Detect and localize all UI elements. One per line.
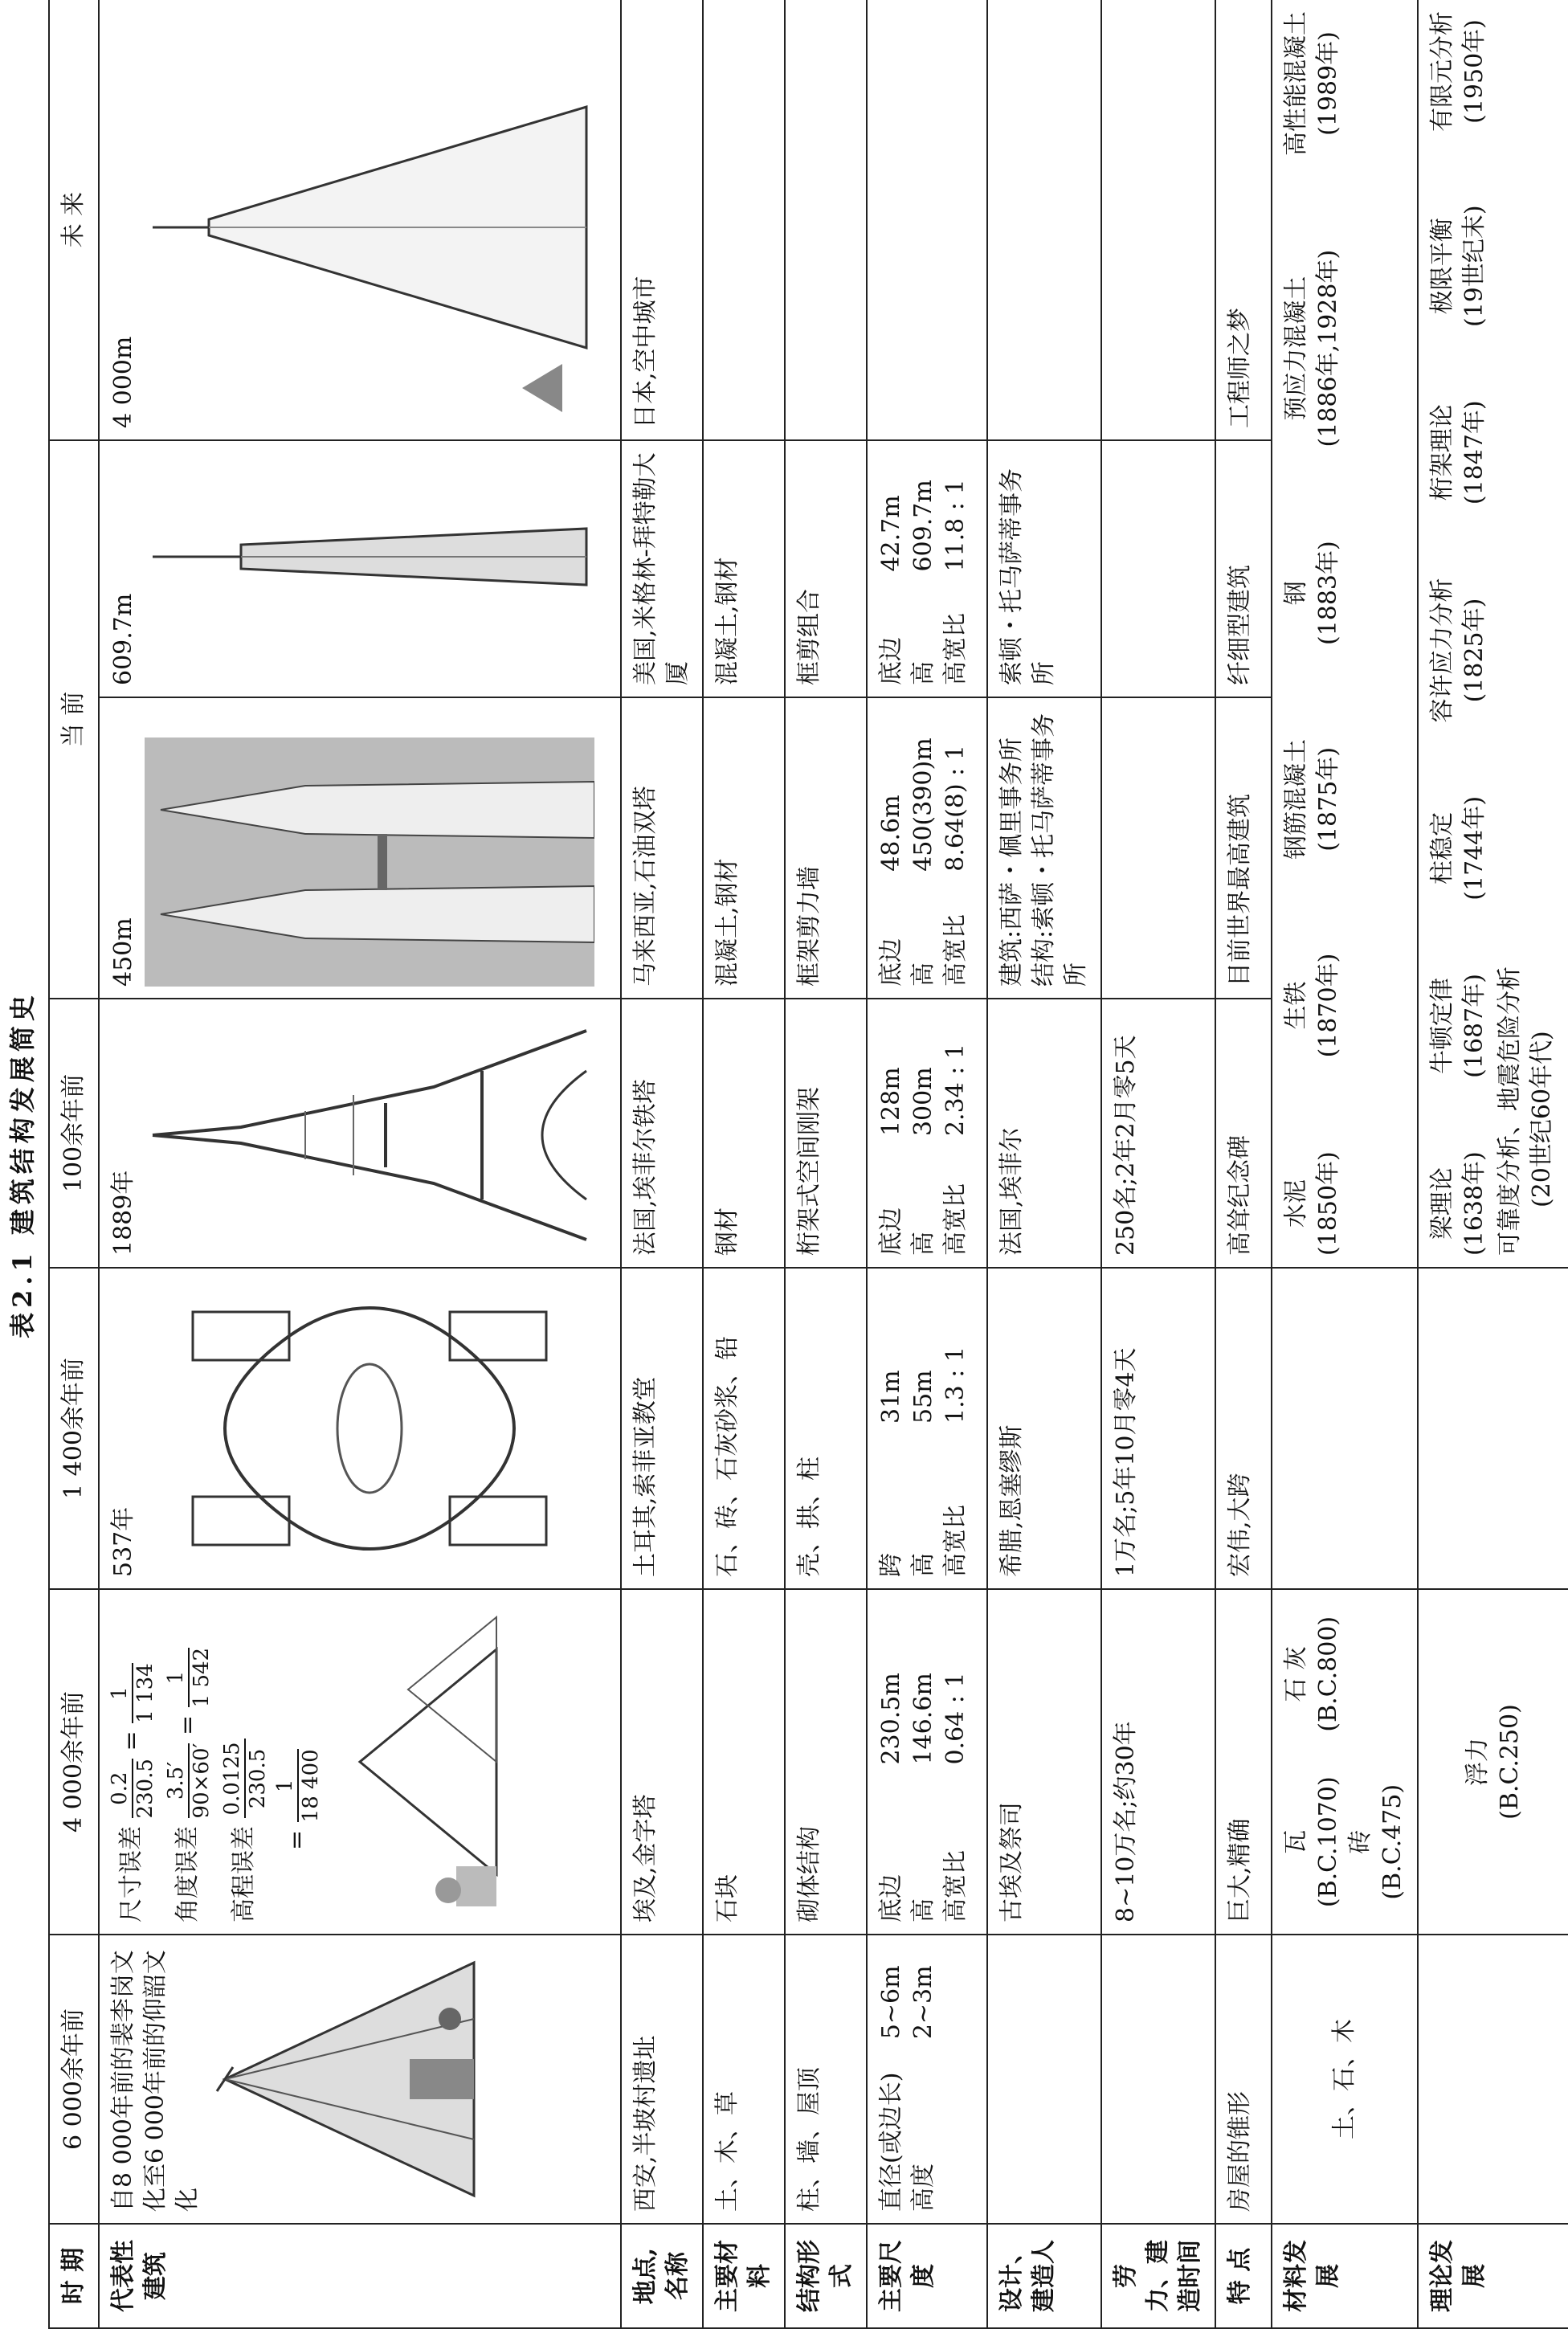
size-key: 底边 (877, 938, 905, 987)
material-date: (1883年) (1314, 541, 1342, 646)
material-date: (B.C.1070) (1314, 1776, 1342, 1908)
row-feature (1215, 0, 1272, 2328)
material-dev-modern (1272, 0, 1418, 1268)
theory-name: 容许应力分析 (1428, 578, 1456, 723)
size-value: 128m (877, 1067, 905, 1137)
material-name: 高性能混凝土 (1282, 11, 1310, 156)
angle-error-result (164, 1648, 214, 1707)
row-designer (987, 0, 1101, 2328)
height-error-rnum: 1 (273, 1749, 299, 1822)
rep-text-1: 自8 000年前的裴李岗文化至6 000年前的仰韶文化 (109, 1950, 202, 2212)
structure-cell: 柱、墙、屋顶 (785, 1935, 867, 2224)
designer-cell: 古埃及祭司 (987, 1589, 1101, 1935)
size-value: 609.7m (909, 480, 937, 572)
material-date: (1850年) (1314, 1151, 1342, 1256)
size-error-result (108, 1663, 157, 1722)
material-modern-item (1280, 739, 1345, 860)
designer-cell: 建筑:西萨・佩里事务所 结构:索顿・托马萨蒂事务所 (987, 697, 1101, 999)
labor-cell: 250名;2年2月零5天 (1101, 999, 1215, 1268)
size-error-eq: = (117, 1730, 145, 1751)
material-name: 生铁 (1282, 981, 1310, 1030)
material-modern-item (1280, 954, 1345, 1058)
sky-city-illustration (145, 27, 594, 428)
feature-cell: 房屋的锥形 (1215, 1935, 1272, 2224)
reliability-text: 可靠度分析、地震危险分析 (1496, 966, 1524, 1256)
theory-date: (19世纪末) (1460, 205, 1488, 327)
size-key: 高宽比 (941, 1505, 970, 1577)
structure-cell: 框剪组合 (785, 440, 867, 697)
place-cell: 马来西亚,石油双塔 (621, 697, 703, 999)
size-value: 230.5m (877, 1673, 905, 1765)
rep-cell-6 (99, 440, 621, 697)
material-cell: 石块 (703, 1589, 785, 1935)
theory-modern-item (1427, 205, 1491, 327)
size-key: 高 (909, 962, 937, 987)
feature-cell: 巨大,精确 (1215, 1589, 1272, 1935)
label-material: 主要材料 (703, 2224, 785, 2328)
size-key: 直径(或边长) (877, 2072, 905, 2212)
material-date: (1989年) (1314, 31, 1342, 136)
designer-cell (987, 1935, 1101, 2224)
size-cell-3 (867, 1268, 987, 1589)
size-value: 55m (909, 1370, 937, 1424)
size-error-line (108, 1601, 157, 1922)
period-2: 4 000余年前 (49, 1589, 99, 1935)
row-material (703, 0, 785, 2328)
size-cell-7 (867, 0, 987, 440)
year-537: 537年 (109, 1506, 137, 1577)
pyramid-illustration (328, 1609, 512, 1922)
material-item: 石 灰 (1282, 1645, 1310, 1702)
label-structure: 结构形式 (785, 2224, 867, 2328)
size-value: 31m (877, 1370, 905, 1424)
height-error-line (220, 1601, 270, 1922)
structure-cell (785, 0, 867, 440)
material-dev-cell-3 (1272, 1268, 1418, 1589)
size-key: 高 (909, 1553, 937, 1577)
designer-cell: 索顿・托马萨蒂事务所 (987, 440, 1101, 697)
material-name: 钢 (1282, 581, 1310, 606)
material-dev-cell-2 (1272, 1589, 1418, 1935)
period-5: 当 前 (49, 440, 99, 999)
height-error-num: 0.0125 (220, 1739, 246, 1818)
period-3: 1 400余年前 (49, 1268, 99, 1589)
theory-date: (B.C.250) (1496, 1704, 1524, 1820)
height-error-result (273, 1749, 323, 1822)
row-representative (99, 0, 621, 2328)
theory-dev-modern (1418, 0, 1568, 1268)
material-date: (1870年) (1314, 953, 1342, 1058)
height-450m: 450m (109, 917, 137, 987)
structure-cell: 壳、拱、柱 (785, 1268, 867, 1589)
material-name: 钢筋混凝土 (1282, 738, 1310, 860)
material-cell: 土、木、草 (703, 1935, 785, 2224)
size-value: 48.6m (877, 795, 905, 872)
row-period (49, 0, 99, 2328)
angle-error-den: 90×60′ (190, 1743, 214, 1819)
row-material-dev (1272, 0, 1418, 2328)
row-labor (1101, 0, 1215, 2328)
size-value: 2~3m (909, 1965, 937, 2040)
theory-name: 牛顿定律 (1428, 977, 1456, 1074)
size-cell-4 (867, 999, 987, 1268)
size-key: 底边 (877, 1207, 905, 1256)
size-error-label: 尺寸误差 (117, 1826, 145, 1922)
theory-name: 有限元分析 (1428, 11, 1456, 132)
theory-modern-item (1427, 400, 1491, 505)
label-representative: 代表性建筑 (99, 2224, 621, 2328)
rep-cell-4 (99, 999, 621, 1268)
size-cell-6 (867, 440, 987, 697)
material-modern-item (1280, 250, 1345, 447)
size-error-num: 0.2 (108, 1759, 133, 1818)
theory-modern-item (1427, 578, 1491, 723)
size-key: 高宽比 (941, 1183, 970, 1256)
material-modern-item (1280, 541, 1345, 645)
theory-modern-item (1427, 796, 1491, 901)
size-key: 底边 (877, 637, 905, 685)
labor-cell: 1万名;5年10月零4天 (1101, 1268, 1215, 1589)
place-cell: 法国,埃菲尔铁塔 (621, 999, 703, 1268)
designer-cell: 希腊,恩塞缪斯 (987, 1268, 1101, 1589)
size-key: 高 (909, 1898, 937, 1922)
place-cell: 埃及,金字塔 (621, 1589, 703, 1935)
label-feature: 特 点 (1215, 2224, 1272, 2328)
structure-cell: 框架剪力墙 (785, 697, 867, 999)
theory-name: 柱稳定 (1428, 811, 1456, 885)
size-value: 300m (909, 1067, 937, 1137)
rep-cell-7 (99, 0, 621, 440)
miglin-beitler-illustration (145, 428, 594, 685)
size-value: 450(390)m (909, 738, 937, 872)
size-value: 0.64 : 1 (941, 1672, 970, 1765)
theory-date: (1825年) (1460, 598, 1488, 703)
size-key: 高宽比 (941, 1850, 970, 1922)
label-labor: 劳 力、建造时间 (1101, 2224, 1215, 2328)
row-theory-dev (1418, 0, 1568, 2328)
material-date: (B.C.475) (1378, 1784, 1407, 1900)
hagia-sophia-illustration (145, 1280, 594, 1577)
height-error-den: 230.5 (246, 1748, 270, 1809)
feature-cell: 工程师之梦 (1215, 0, 1272, 440)
theory-modern-item (1427, 1151, 1491, 1256)
material-name: 水泥 (1282, 1179, 1310, 1228)
theory-name: 梁理论 (1428, 1167, 1456, 1240)
label-material-dev: 材料发展 (1272, 2224, 1418, 2328)
size-key: 高 (909, 661, 937, 685)
size-cell-2 (867, 1589, 987, 1935)
feature-cell: 纤细型建筑 (1215, 440, 1272, 697)
height-error-eq: = (283, 1829, 311, 1850)
row-place (621, 0, 703, 2328)
period-4: 100余年前 (49, 999, 99, 1268)
petronas-towers-illustration (145, 738, 594, 987)
rep-cell-5 (99, 697, 621, 999)
height-609-7m: 609.7m (109, 593, 137, 685)
labor-cell (1101, 440, 1215, 697)
feature-cell: 高耸纪念碑 (1215, 999, 1272, 1268)
material-cell: 钢材 (703, 999, 785, 1268)
material-item: 瓦 (1282, 1829, 1310, 1854)
structure-cell: 砌体结构 (785, 1589, 867, 1935)
designer-cell: 法国,埃菲尔 (987, 999, 1101, 1268)
history-table (48, 0, 1568, 2329)
size-key: 高宽比 (941, 613, 970, 685)
theory-date: (1744年) (1460, 795, 1488, 901)
theory-name: 浮力 (1464, 1738, 1492, 1786)
label-size: 主要尺度 (867, 2224, 987, 2328)
size-value: 2.34 : 1 (941, 1043, 970, 1137)
theory-name: 桁架理论 (1428, 404, 1456, 501)
size-key: 跨 (877, 1553, 905, 1577)
size-cell-5 (867, 697, 987, 999)
size-value: 11.8 : 1 (941, 479, 970, 572)
table-title: 表2.1 建筑结构发展简史 (7, 991, 38, 1338)
reliability-date: (20世纪60年代) (1528, 1031, 1556, 1207)
row-structure (785, 0, 867, 2328)
size-error-den: 230.5 (133, 1759, 157, 1819)
size-error-rden: 1 134 (133, 1663, 157, 1723)
angle-error-label: 角度误差 (174, 1826, 202, 1922)
angle-error-line (164, 1601, 214, 1922)
theory-dev-cell-2 (1418, 1589, 1568, 1935)
material-cell: 混凝土,钢材 (703, 440, 785, 697)
material-cell: 混凝土,钢材 (703, 697, 785, 999)
designer-cell (987, 0, 1101, 440)
year-1889: 1889年 (109, 1170, 137, 1256)
material-modern-item (1280, 11, 1345, 156)
size-key: 高宽比 (941, 914, 970, 987)
feature-cell: 目前世界最高建筑 (1215, 697, 1272, 999)
material-dev-cell-1: 土、石、木 (1272, 1935, 1418, 2224)
size-value: 5~6m (877, 1965, 905, 2040)
structure-cell: 桁架式空间刚架 (785, 999, 867, 1268)
angle-error-eq: = (174, 1714, 202, 1736)
size-value: 8.64(8) : 1 (941, 745, 970, 872)
labor-cell (1101, 0, 1215, 440)
size-key: 高度 (909, 2164, 937, 2212)
labor-cell (1101, 1935, 1215, 2224)
material-cell: 石、砖、石灰砂浆、铅 (703, 1268, 785, 1589)
theory-date: (1687年) (1460, 974, 1488, 1078)
label-designer: 设计、建造人 (987, 2224, 1101, 2328)
angle-error-num: 3.5′ (164, 1743, 190, 1819)
size-key: 高 (909, 1232, 937, 1256)
rep-cell-2 (99, 1589, 621, 1935)
material-date: (1886年,1928年) (1314, 249, 1342, 447)
height-error-result-line (273, 1601, 323, 1922)
size-error-fraction (108, 1759, 157, 1818)
height-error-rden: 18 400 (299, 1749, 323, 1823)
size-value: 1.3 : 1 (941, 1346, 970, 1424)
angle-error-fraction (164, 1743, 214, 1819)
size-error-rnum: 1 (108, 1663, 133, 1722)
label-theory-dev: 理论发展 (1418, 2224, 1568, 2328)
size-value: 146.6m (909, 1673, 937, 1765)
material-cell (703, 0, 785, 440)
label-period: 时 期 (49, 2224, 99, 2328)
theory-date: (1638年) (1460, 1151, 1488, 1256)
material-item: 砖 (1346, 1829, 1374, 1854)
material-modern-item (1280, 1151, 1345, 1256)
theory-dev-cell-1 (1418, 1935, 1568, 2224)
reliability-line (1494, 11, 1558, 1256)
place-cell: 土耳其,索菲亚教堂 (621, 1268, 703, 1589)
size-key: 底边 (877, 1874, 905, 1922)
row-size (867, 0, 987, 2328)
material-date: (1875年) (1314, 746, 1342, 852)
angle-error-rnum: 1 (164, 1648, 190, 1707)
height-error-fraction (220, 1739, 270, 1818)
rep-cell-3 (99, 1268, 621, 1589)
labor-cell (1101, 697, 1215, 999)
place-cell: 西安,半坡村遗址 (621, 1935, 703, 2224)
theory-date: (1950年) (1460, 19, 1488, 124)
theory-modern-item (1427, 11, 1491, 132)
feature-cell: 宏伟,大跨 (1215, 1268, 1272, 1589)
theory-modern-item (1427, 974, 1491, 1078)
theory-dev-cell-3 (1418, 1268, 1568, 1589)
height-4000m: 4 000m (109, 336, 137, 428)
label-place: 地点,名称 (621, 2224, 703, 2328)
period-6: 未 来 (49, 0, 99, 440)
period-1: 6 000余年前 (49, 1935, 99, 2224)
labor-cell: 8~10万名;约30年 (1101, 1589, 1215, 1935)
theory-name: 极限平衡 (1428, 218, 1456, 315)
size-value: 42.7m (877, 495, 905, 572)
theory-date: (1847年) (1460, 400, 1488, 505)
material-date: (B.C.800) (1314, 1616, 1342, 1732)
hut-illustration (209, 1947, 498, 2212)
place-cell: 美国,米格林-拜特勒大厦 (621, 440, 703, 697)
material-name: 预应力混凝土 (1282, 276, 1310, 421)
eiffel-tower-illustration (145, 1015, 594, 1256)
size-cell-1 (867, 1935, 987, 2224)
rep-cell-1 (99, 1935, 621, 2224)
angle-error-rden: 1 542 (190, 1647, 214, 1708)
place-cell: 日本,空中城市 (621, 0, 703, 440)
height-error-label: 高程误差 (230, 1826, 258, 1922)
